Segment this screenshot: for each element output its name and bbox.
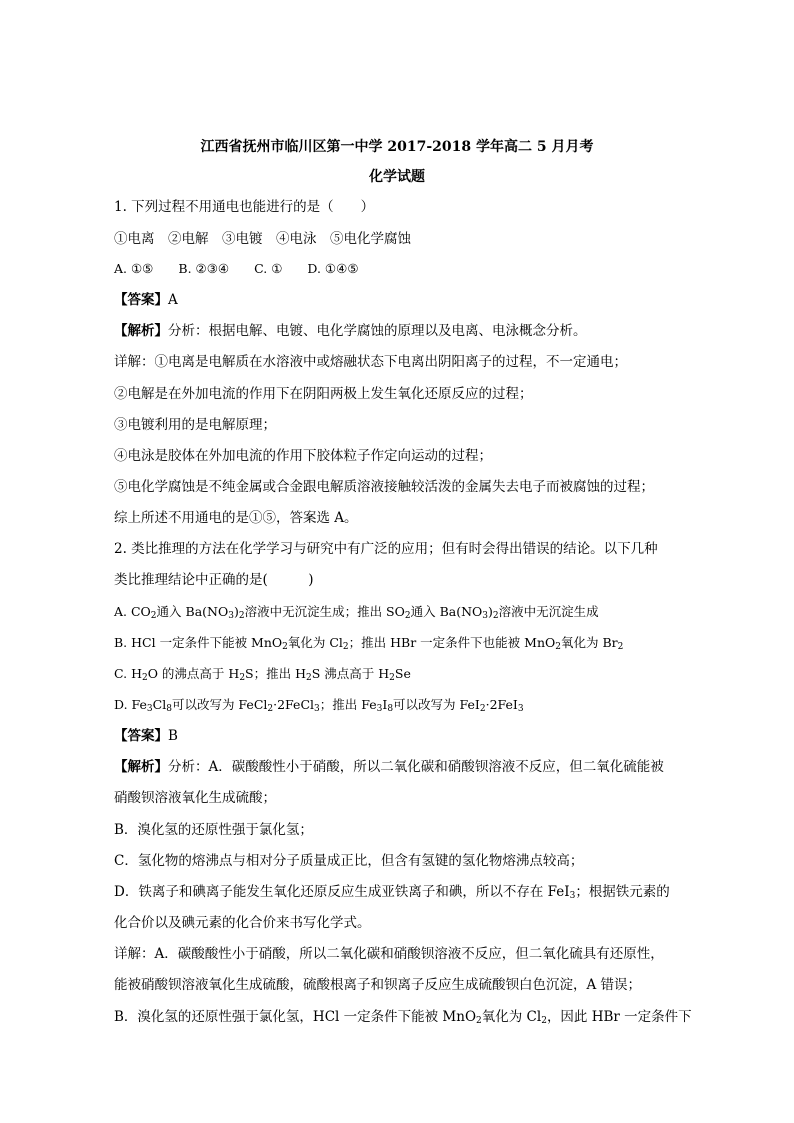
subscript: 2 <box>389 673 395 683</box>
subscript: 2 <box>555 642 561 652</box>
text-fragment: D．铁离子和碘离子能发生氧化还原反应生成亚铁离子和碘，所以不存在 FeI <box>114 884 570 900</box>
q2-analysis-5 <box>114 883 670 901</box>
text-fragment: A. CO <box>114 604 151 619</box>
text-fragment: D. Fe <box>114 697 147 712</box>
q2-detail-2: 能被硝酸钡溶液氧化生成硫酸，硫酸根离子和钡离子反应生成硫酸钡白色沉淀，A 错误； <box>114 977 642 993</box>
subscript: 2 <box>476 1016 482 1026</box>
subscript: 8 <box>387 704 394 714</box>
q1-analysis <box>114 322 587 340</box>
text-fragment: 可以改写为 FeCl <box>171 697 268 712</box>
subscript: 2 <box>239 673 246 683</box>
q2-analysis-2: 硝酸钡溶液氧化生成硫酸； <box>114 790 276 806</box>
text-fragment: 氧化为 Br <box>560 635 618 650</box>
text-fragment: ，因此 HBr 一定条件下 <box>546 1009 692 1025</box>
subscript: 3 <box>376 704 383 714</box>
subscript: 2 <box>479 704 486 714</box>
subscript: 2 <box>238 611 245 621</box>
subscript: 8 <box>166 704 172 714</box>
q1-detail-5: ⑤电化学腐蚀是不纯金属或合金跟电解质溶液接触较活泼的金属失去电子而被腐蚀的过程； <box>114 479 654 495</box>
subscript: 3 <box>146 704 153 714</box>
subscript: 2 <box>150 611 157 621</box>
subscript: 2 <box>541 1016 547 1026</box>
subscript: 2 <box>282 642 288 652</box>
text-fragment: ；推出 HBr 一定条件下也能被 MnO <box>348 635 556 650</box>
q2-option-c <box>114 665 411 683</box>
q2-analysis-3: B．溴化氢的还原性强于氯化氢； <box>114 822 313 838</box>
text-fragment: 分析：A．碳酸酸性小于硝酸，所以二氧化碳和硝酸钡溶液不反应，但二氧化硫能被 <box>168 759 664 775</box>
document-subtitle: 化学试题 <box>369 169 425 185</box>
text-fragment: 溶液中无沉淀生成；推出 SO <box>244 604 405 619</box>
text-fragment: Se <box>394 666 411 681</box>
q1-options: A. ①⑤ B. ②③④ C. ① D. ①④⑤ <box>114 261 359 276</box>
text-fragment: 通入 Ba(NO <box>156 604 229 619</box>
q1-answer <box>114 291 178 309</box>
analysis-tag: 【解析】 <box>114 759 168 775</box>
q2-detail-1: 详解：A．碳酸酸性小于硝酸，所以二氧化碳和硝酸钡溶液不反应，但二氧化硫具有还原性， <box>114 946 664 962</box>
subscript: 3 <box>569 891 576 901</box>
q1-items: ①电离 ②电解 ③电镀 ④电泳 ⑤电化学腐蚀 <box>114 231 411 247</box>
text-fragment: B．溴化氢的还原性强于氯化氢，HCl 一定条件下能被 MnO <box>114 1009 477 1025</box>
q2-analysis-4: C．氢化物的熔沸点与相对分子质量成正比，但含有氢键的氢化物熔沸点较高； <box>114 853 584 869</box>
q1-detail-4: ④电泳是胶体在外加电流的作用下胶体粒子作定向运动的过程； <box>114 448 492 464</box>
q2-option-d <box>114 696 524 714</box>
text-fragment: S 沸点高于 H <box>311 666 390 681</box>
text-fragment: O 的沸点高于 H <box>147 666 240 681</box>
text-fragment: C. H <box>114 666 142 681</box>
text-fragment: 可以改写为 FeI <box>393 697 480 712</box>
text-fragment: Cl <box>152 697 167 712</box>
q1-stem: 1. 下列过程不用通电也能进行的是（ ） <box>114 199 375 215</box>
q2-stem-2: 类比推理结论中正确的是( ) <box>114 572 314 588</box>
subscript: 2 <box>141 673 148 683</box>
text-fragment: I <box>382 697 388 712</box>
subscript: 2 <box>342 642 349 652</box>
q2-analysis-1 <box>114 758 664 776</box>
text-fragment: ) <box>488 604 493 619</box>
document-title: 江西省抚州市临川区第一中学 2017-2018 学年高二 5 月月考 <box>200 139 594 155</box>
answer-tag: 【答案】 <box>114 292 168 308</box>
text-fragment: ·2FeCl <box>273 697 315 712</box>
text-fragment: 氧化为 Cl <box>287 635 343 650</box>
subscript: 2 <box>404 611 411 621</box>
analysis-tag: 【解析】 <box>114 323 168 339</box>
q1-detail-2: ②电解是在外加电流的作用下在阴阳两极上发生氧化还原反应的过程； <box>114 386 533 402</box>
text-fragment: 通入 Ba(NO <box>410 604 483 619</box>
subscript: 3 <box>482 611 489 621</box>
q2-option-b <box>114 634 623 652</box>
q1-detail-1: 详解：①电离是电解质在水溶液中或熔融状态下电离出阴阳离子的过程，不一定通电； <box>114 354 627 370</box>
q2-option-a <box>114 603 599 621</box>
text-fragment: 溶液中无沉淀生成 <box>498 604 599 619</box>
subscript: 2 <box>492 611 499 621</box>
q2-answer <box>114 727 178 745</box>
q2-analysis-6: 化合价以及碘元素的化合价来书写化学式。 <box>114 915 371 931</box>
text-fragment: ·2FeI <box>485 697 518 712</box>
q2-stem-1: 2. 类比推理的方法在化学学习与研究中有广泛的应用；但有时会得出错误的结论。以下几种 <box>114 541 658 557</box>
subscript: 3 <box>517 704 524 714</box>
subscript: 3 <box>228 611 234 621</box>
text-fragment: B. HCl 一定条件下能被 MnO <box>114 635 283 650</box>
analysis-text: 分析：根据电解、电镀、电化学腐蚀的原理以及电离、电泳概念分析。 <box>168 323 587 339</box>
q1-conclusion: 综上所述不用通电的是①⑤，答案选 A。 <box>114 510 358 526</box>
answer-value: A <box>168 292 178 308</box>
q2-detail-3 <box>114 1008 692 1026</box>
subscript: 2 <box>306 673 312 683</box>
subscript: 3 <box>314 704 320 714</box>
answer-tag: 【答案】 <box>114 728 168 744</box>
q1-detail-3: ③电镀利用的是电解原理； <box>114 417 276 433</box>
text-fragment: ；根据铁元素的 <box>575 884 670 900</box>
text-fragment: 氧化为 Cl <box>481 1009 542 1025</box>
text-fragment: S；推出 H <box>245 666 306 681</box>
text-fragment: ；推出 Fe <box>319 697 377 712</box>
text-fragment: ) <box>233 604 239 619</box>
answer-value: B <box>168 728 178 744</box>
subscript: 2 <box>267 704 274 714</box>
subscript: 2 <box>617 642 624 652</box>
